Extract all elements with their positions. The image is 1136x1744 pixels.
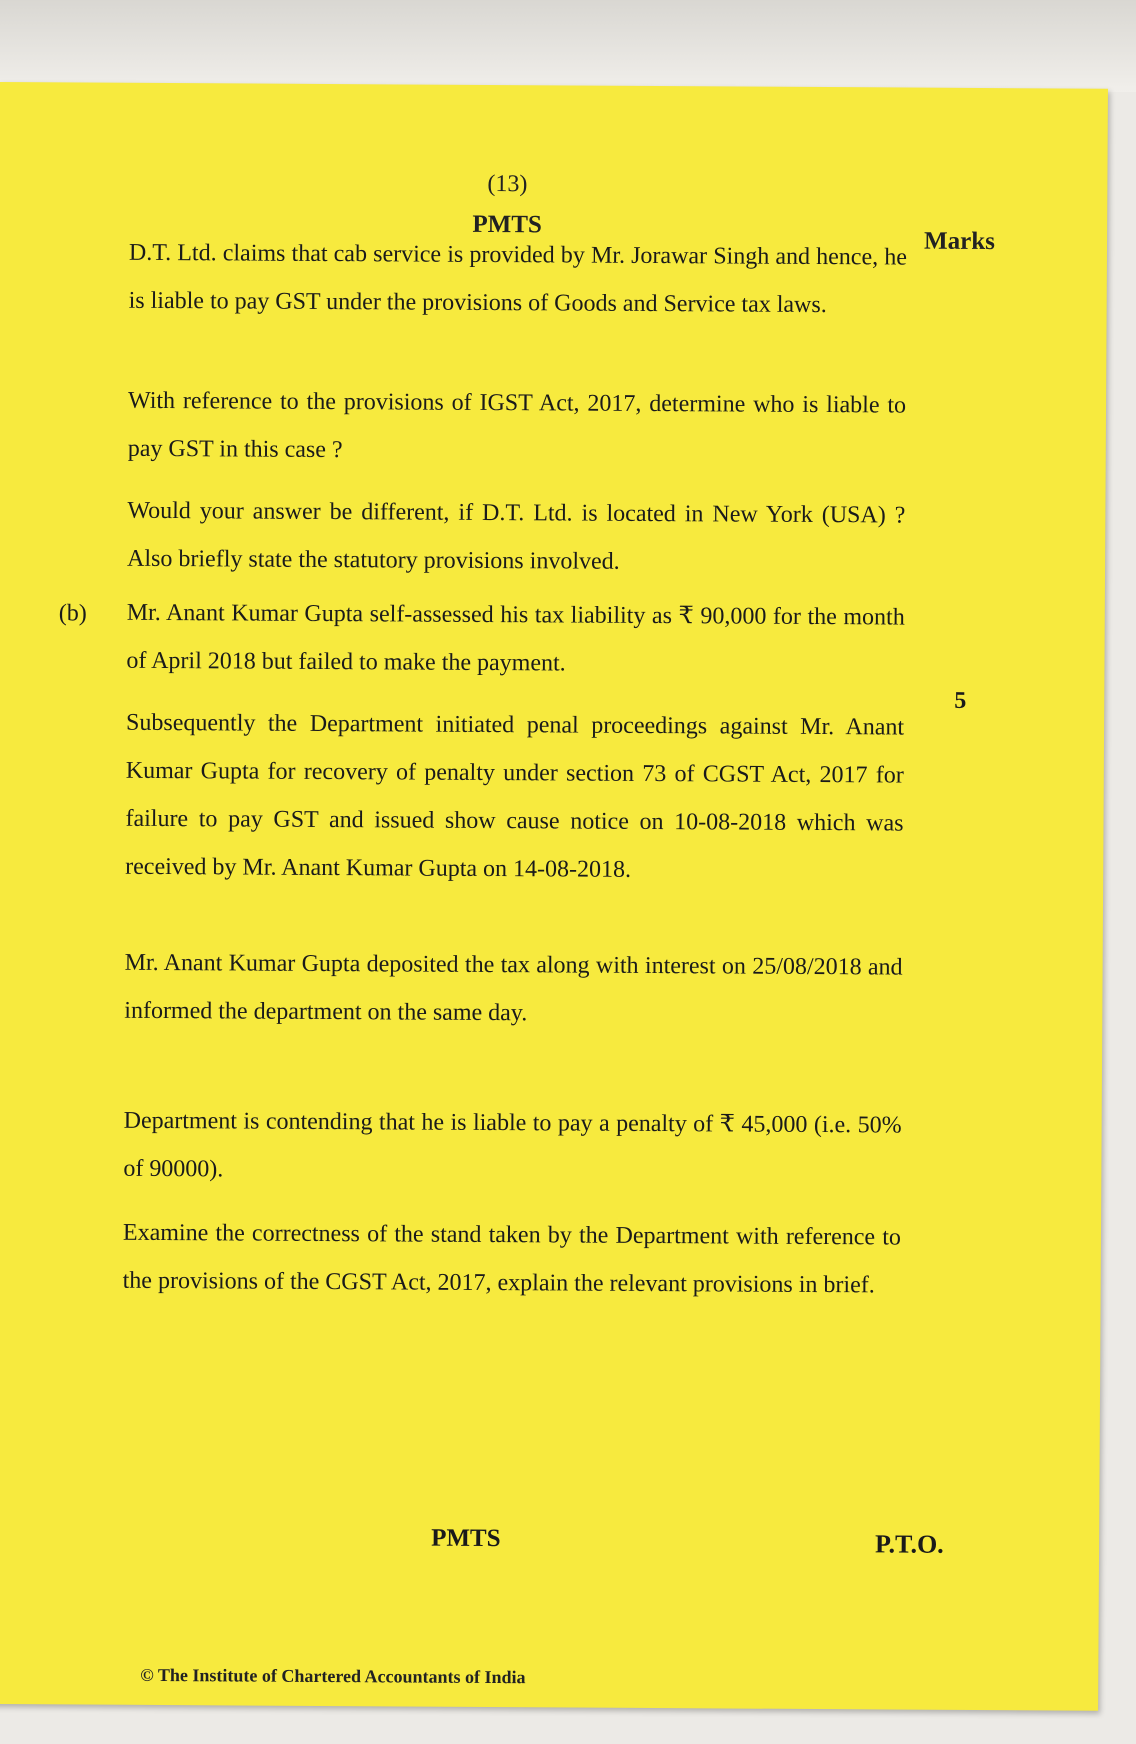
question-b-marks: 5 <box>954 687 967 714</box>
question-b-paragraph-1: Mr. Anant Kumar Gupta self-assessed his tax liability as ₹ 90,000 for the month of April 2018 but failed to make the payment. <box>126 599 905 677</box>
question-b-paragraph-4: Department is contending that he is liable to pay a penalty of ₹ 45,000 (i.e. 50% of 90000). <box>123 1107 902 1183</box>
pto-marker: P.T.O. <box>874 1529 944 1559</box>
scan-background-strip <box>0 0 1136 92</box>
exam-page <box>0 82 1108 1711</box>
marks-column-header: Marks <box>923 227 995 256</box>
paper-code-footer: PMTS <box>431 1524 501 1553</box>
question-a-paragraph-3: Would your answer be different, if D.T. Ltd. is located in New York (USA) ? Also briefly state the statutory provisions involved. <box>127 497 906 575</box>
question-a-paragraph-2: With reference to the provisions of IGST Act, 2017, determine who is liable to pay GST in this case ? <box>127 387 907 464</box>
paper-code-header: PMTS <box>472 210 542 239</box>
question-b-paragraph-2: Subsequently the Department initiated penal proceedings against Mr. Anant Kumar Gupta for recovery of penalty under section 73 of CGST Act, 2017 for failure to pay GST and issued show cause notice on 10-08-2018 which was received by Mr. Anant Kumar Gupta on 14-08-2018. <box>125 709 905 883</box>
question-b-paragraph-5: Examine the correctness of the stand taken by the Department with reference to the provisions of the CGST Act, 2017, explain the relevant provisions in brief. <box>122 1219 902 1299</box>
question-b-paragraph-3: Mr. Anant Kumar Gupta deposited the tax along with interest on 25/08/2018 and informed the department on the same day. <box>124 949 903 1027</box>
question-b-label: (b) <box>58 600 87 627</box>
copyright-notice: © The Institute of Chartered Accountants of India <box>140 1664 526 1688</box>
question-a-paragraph-1: D.T. Ltd. claims that cab service is provided by Mr. Jorawar Singh and hence, he is liable to pay GST under the provisions of Goods and Service tax laws. <box>128 239 908 319</box>
page-number: (13) <box>487 170 528 198</box>
